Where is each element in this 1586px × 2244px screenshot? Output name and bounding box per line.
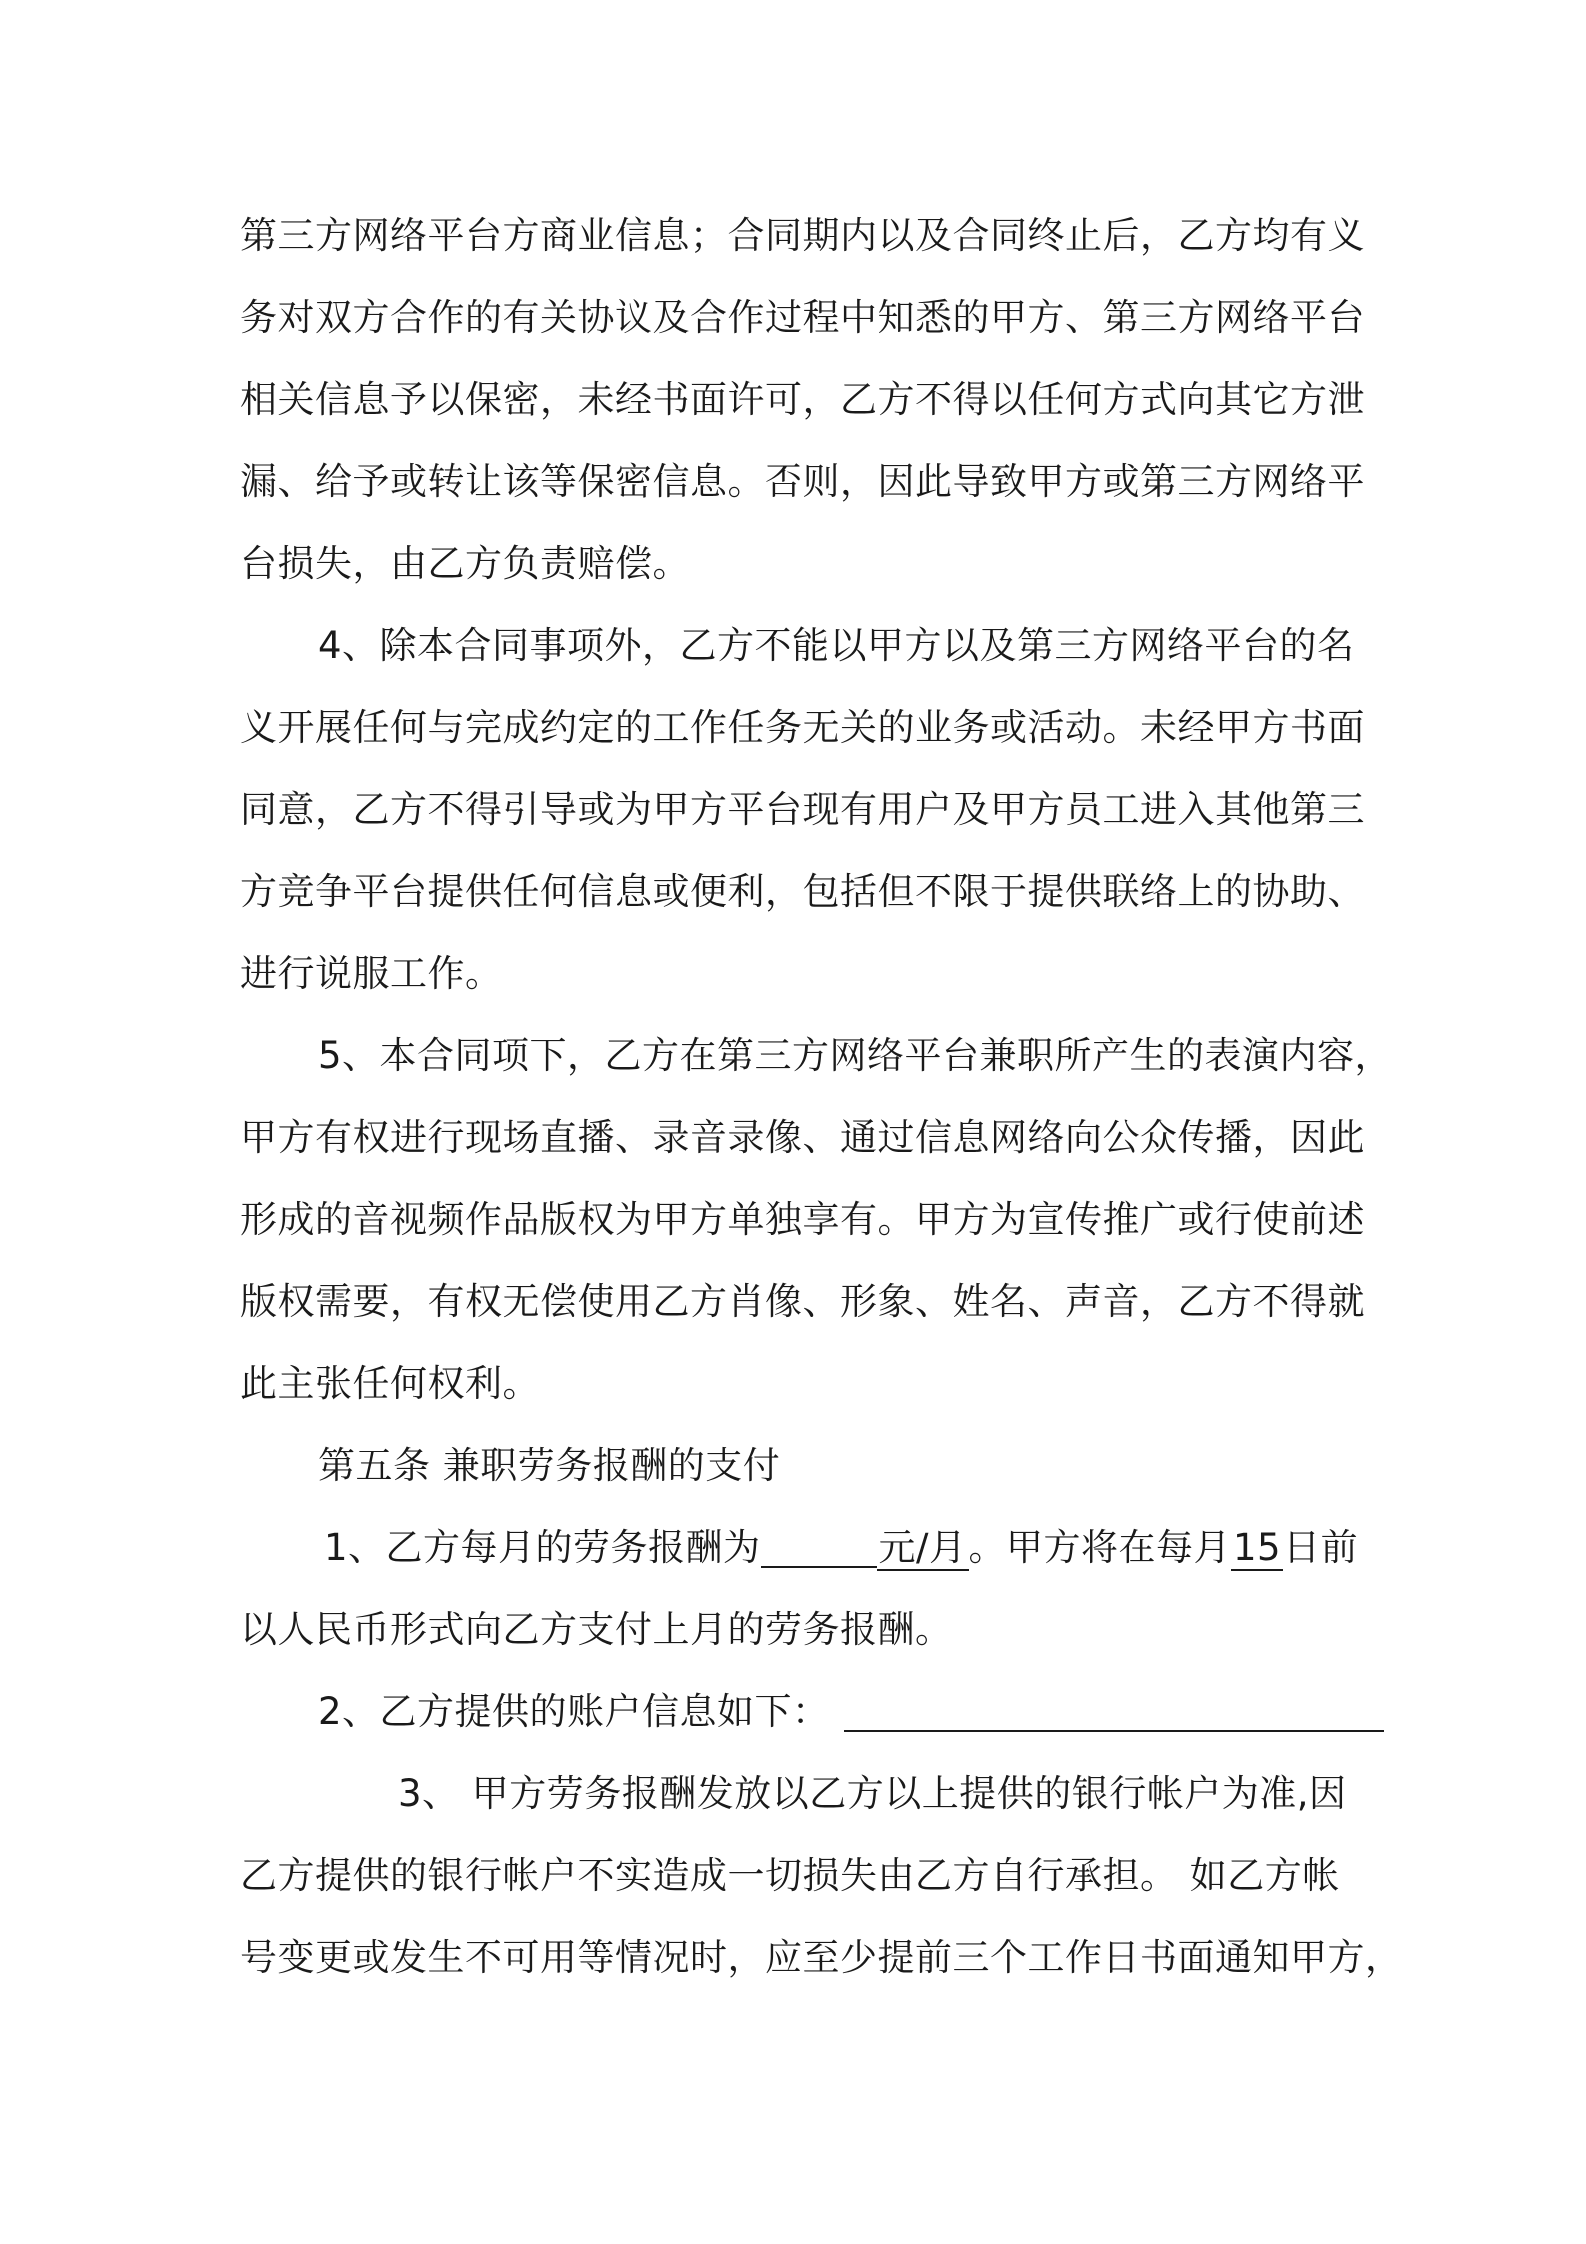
clause-5-start: 5、本合同项下，乙方在第三方网络平台兼职所产生的表演内容， bbox=[318, 1034, 1393, 1077]
text-line: 进行说服工作。 bbox=[240, 952, 503, 995]
text-line: 漏、给予或转让该等保密信息。否则，因此导致甲方或第三方网络平 bbox=[240, 460, 1365, 503]
account-blank bbox=[844, 1686, 1384, 1732]
text-line: 方竞争平台提供任何信息或便利，包括但不限于提供联络上的协助、 bbox=[240, 870, 1365, 913]
pay-clause-line bbox=[324, 1522, 1358, 1574]
text-line: 义开展任何与完成约定的工作任务无关的业务或活动。未经甲方书面 bbox=[240, 706, 1365, 749]
pay-middle: 。甲方将在每月 bbox=[968, 1526, 1232, 1569]
text-line: 以人民币形式向乙方支付上月的劳务报酬。 bbox=[240, 1608, 953, 1651]
text-line: 版权需要，有权无偿使用乙方肖像、形象、姓名、声音，乙方不得就 bbox=[240, 1280, 1365, 1323]
salary-blank bbox=[761, 1522, 877, 1568]
text-line: 同意，乙方不得引导或为甲方平台现有用户及甲方员工进入其他第三 bbox=[240, 788, 1365, 831]
account-info-line bbox=[318, 1686, 1384, 1738]
pay-prefix: 1、乙方每月的劳务报酬为 bbox=[324, 1526, 761, 1569]
text-line: 务对双方合作的有关协议及合作过程中知悉的甲方、第三方网络平台 bbox=[240, 296, 1365, 339]
text-line: 台损失，由乙方负责赔偿。 bbox=[240, 542, 690, 585]
text-line: 相关信息予以保密，未经书面许可，乙方不得以任何方式向其它方泄 bbox=[240, 378, 1365, 421]
pay-unit: 元/月 bbox=[878, 1526, 967, 1569]
text-line: 乙方提供的银行帐户不实造成一切损失由乙方自行承担。 如乙方帐 bbox=[240, 1854, 1340, 1897]
text-line: 形成的音视频作品版权为甲方单独享有。甲方为宣传推广或行使前述 bbox=[240, 1198, 1365, 1241]
text-line: 此主张任何权利。 bbox=[240, 1362, 540, 1405]
text-line: 第三方网络平台方商业信息；合同期内以及合同终止后，乙方均有义 bbox=[240, 214, 1365, 257]
text-line: 号变更或发生不可用等情况时，应至少提前三个工作日书面通知甲方， bbox=[240, 1936, 1403, 1979]
pay-suffix: 日前 bbox=[1283, 1526, 1359, 1569]
clause-3-start: 3、 甲方劳务报酬发放以乙方以上提供的银行帐户为准,因 bbox=[398, 1772, 1347, 1815]
pay-day: 15 bbox=[1233, 1526, 1282, 1569]
account-info-label: 2、乙方提供的账户信息如下： bbox=[318, 1690, 830, 1733]
clause-4-start: 4、除本合同事项外，乙方不能以甲方以及第三方网络平台的名 bbox=[318, 624, 1355, 667]
text-line: 甲方有权进行现场直播、录音录像、通过信息网络向公众传播，因此 bbox=[240, 1116, 1365, 1159]
article-5-heading: 第五条 兼职劳务报酬的支付 bbox=[318, 1444, 781, 1487]
